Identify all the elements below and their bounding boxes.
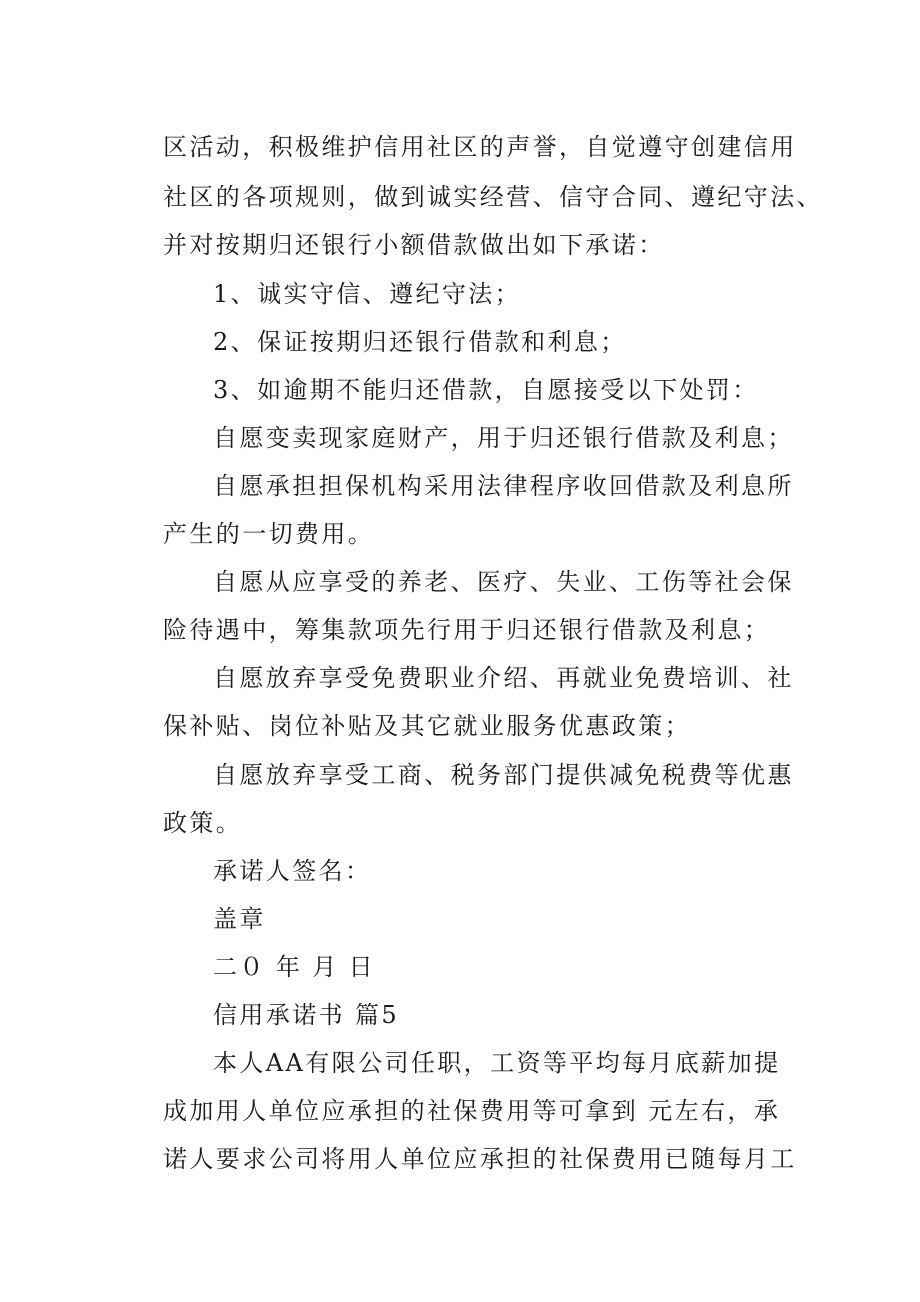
text-line: 自愿变卖现家庭财产，用于归还银行借款及利息；: [213, 424, 794, 452]
text-line: 自愿承担担保机构采用法律程序收回借款及利息所: [213, 472, 794, 500]
seal-label: 盖章: [213, 905, 266, 933]
text-line: 政策。: [163, 809, 243, 837]
text-line: 社区的各项规则，做到诚实经营、信守合同、遵纪守法、: [163, 183, 823, 211]
text-line: 成加用人单位应承担的社保费用等可拿到 元左右，承: [163, 1097, 781, 1125]
list-item: 3、如逾期不能归还借款，自愿接受以下处罚：: [213, 376, 759, 404]
signature-label: 承诺人签名：: [213, 857, 372, 885]
list-item: 2、保证按期归还银行借款和利息；: [213, 328, 627, 356]
text-line: 产生的一切费用。: [163, 520, 375, 548]
text-line: 自愿放弃享受免费职业介绍、再就业免费培训、社: [213, 664, 794, 692]
text-line: 并对按期归还银行小额借款做出如下承诺：: [163, 231, 665, 259]
text-line: 自愿放弃享受工商、税务部门提供减免税费等优惠: [213, 761, 794, 789]
text-line: 保补贴、岗位补贴及其它就业服务优惠政策；: [163, 712, 691, 740]
text-line: 自愿从应享受的养老、医疗、失业、工伤等社会保: [213, 568, 794, 596]
section-heading: 信用承诺书 篇5: [213, 1001, 400, 1029]
text-line: 区活动，积极维护信用社区的声誉，自觉遵守创建信用: [163, 133, 797, 161]
list-item: 1、诚实守信、遵纪守法；: [213, 280, 522, 308]
date-line: 二０ 年 月 日: [213, 953, 376, 981]
text-line: 本人AA有限公司任职，工资等平均每月底薪加提: [213, 1049, 781, 1077]
text-line: 险待遇中，筹集款项先行用于归还银行借款及利息；: [163, 616, 771, 644]
text-line: 诺人要求公司将用人单位应承担的社保费用已随每月工: [163, 1145, 797, 1173]
